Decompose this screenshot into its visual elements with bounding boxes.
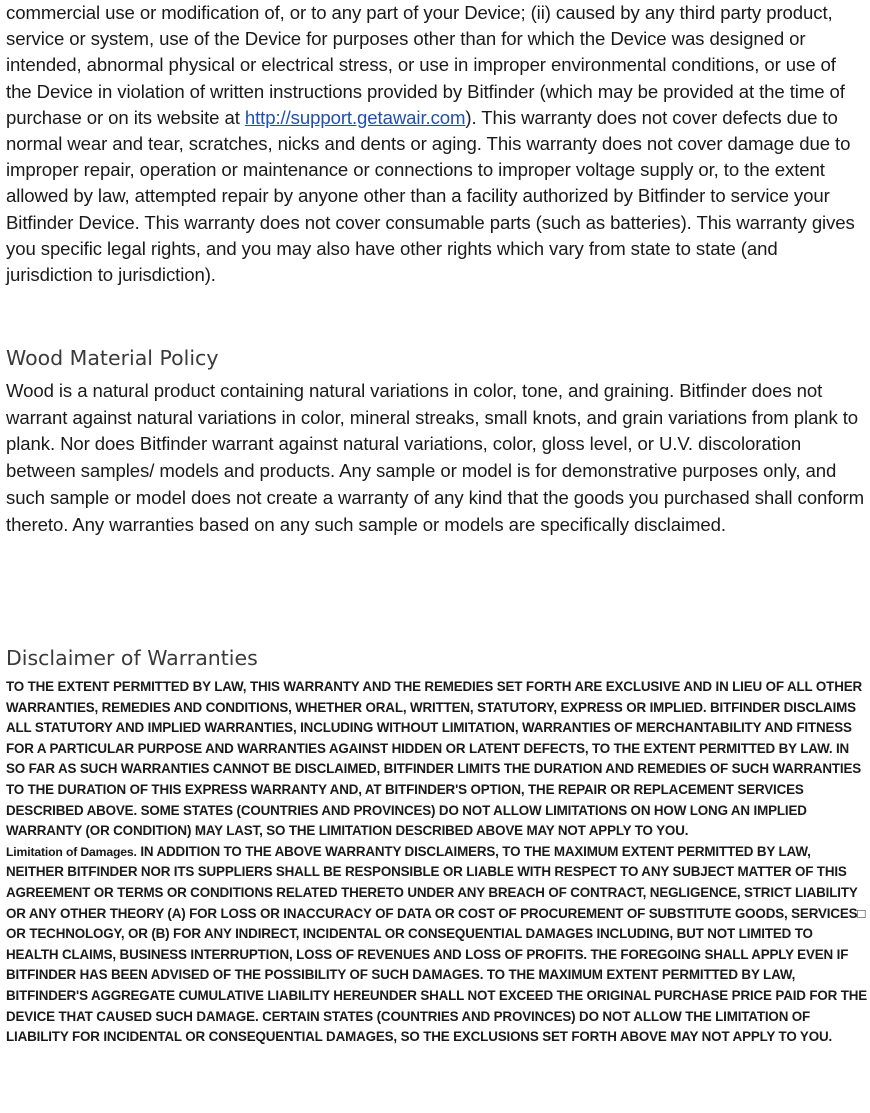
disclaimer-paragraph <box>6 677 868 1048</box>
disclaimer-heading: Disclaimer of Warranties <box>6 646 258 670</box>
warranty-text-after-link: ). This warranty does not cover defects due to normal wear and tear, scratches, nicks and dents or aging. This warranty does not cover damage due to improper repair, operation or maintenance or connections to improper voltage supply or, to the extent allowed by law, attempted repair by anyone other than a facility authorized by Bitfinder to service your Bitfinder Device. This warranty does not cover consumable parts (such as batteries). This warranty gives you specific legal rights, and you may also have other rights which vary from state to state (and jurisdiction to jurisdiction). <box>6 106 855 286</box>
support-website-link[interactable]: http://support.getawair.com <box>244 106 466 128</box>
disclaimer-body-part1: TO THE EXTENT PERMITTED BY LAW, THIS WARRANTY AND THE REMEDIES SET FORTH ARE EXCLUSIVE AND IN LIEU OF ALL OTHER WARRANTIES, REMEDIES AND CONDITIONS, WHETHER ORAL, WRITTEN, STATUTORY, EXPRESS OR IMPLIED. BITFINDER DISCLAIMS ALL STATUTORY AND IMPLIED WARRANTIES, INCLUDING WITHOUT LIMITATION, WARRANTIES OF MERCHANTABILITY AND FITNESS FOR A PARTICULAR PURPOSE AND WARRANTIES AGAINST HIDDEN OR LATENT DEFECTS, TO THE EXTENT PERMITTED BY LAW. IN SO FAR AS SUCH WARRANTIES CANNOT BE DISCLAIMED, BITFINDER LIMITS THE DURATION AND REMEDIES OF SUCH WARRANTIES TO THE DURATION OF THIS EXPRESS WARRANTY AND, AT BITFINDER'S OPTION, THE REPAIR OR REPLACEMENT SERVICES DESCRIBED ABOVE. SOME STATES (COUNTRIES AND PROVINCES) DO NOT ALLOW LIMITATIONS ON HOW LONG AN IMPLIED WARRANTY (OR CONDITION) MAY LAST, SO THE LIMITATION DESCRIBED ABOVE MAY NOT APPLY TO YOU. <box>6 679 863 839</box>
warranty-text-before-link: commercial use or modification of, or to any part of your Device; (ii) caused by any third party product, service or system, use of the Device for purposes other than for which the Device was designed or intended, abnormal physical or electrical stress, or use in improper environmental conditions, or use of the Device in violation of written instructions provided by Bitfinder (which may be provided at the time of purchase or on its website at <box>6 2 845 128</box>
limitation-of-damages-label: Limitation of Damages. <box>6 844 137 859</box>
warranty-exclusions-paragraph <box>6 0 864 288</box>
warranty-exclusions-section <box>6 0 864 288</box>
disclaimer-body-part2: IN ADDITION TO THE ABOVE WARRANTY DISCLAIMERS, TO THE MAXIMUM EXTENT PERMITTED BY LAW, NEITHER BITFINDER NOR ITS SUPPLIERS SHALL BE RESPONSIBLE OR LIABLE WITH RESPECT TO ANY SUBJECT MATTER OF THIS AGREEMENT OR TERMS OR CONDITIONS RELATED THERETO UNDER ANY BREACH OF CONTRACT, NEGLIGENCE, STRICT LIABILITY OR ANY OTHER THEORY (A) FOR LOSS OR INACCURACY OF DATA OR COST OF PROCUREMENT OF SUBSTITUTE GOODS, SERVICES□ OR TECHNOLOGY, OR (B) FOR ANY INDIRECT, INCIDENTAL OR CONSEQUENTIAL DAMAGES INCLUDING, BUT NOT LIMITED TO HEALTH CLAIMS, BUSINESS INTERRUPTION, LOSS OF REVENUES AND LOSS OF PROFITS. THE FOREGOING SHALL APPLY EVEN IF BITFINDER HAS BEEN ADVISED OF THE POSSIBILITY OF SUCH DAMAGES. TO THE MAXIMUM EXTENT PERMITTED BY LAW, BITFINDER'S AGGREGATE CUMULATIVE LIABILITY HEREUNDER SHALL NOT EXCEED THE ORIGINAL PURCHASE PRICE PAID FOR THE DEVICE THAT CAUSED SUCH DAMAGE. CERTAIN STATES (COUNTRIES AND PROVINCES) DO NOT ALLOW THE LIMITATION OF LIABILITY FOR INCIDENTAL OR CONSEQUENTIAL DAMAGES, SO THE EXCLUSIONS SET FORTH ABOVE MAY NOT APPLY TO YOU. <box>6 843 868 1045</box>
wood-policy-heading: Wood Material Policy <box>6 346 219 370</box>
wood-policy-paragraph: Wood is a natural product containing natural variations in color, tone, and graining. Bitfinder does not warrant against natural variations in color, mineral streaks, small knots, and grain variations from plank to plank. Nor does Bitfinder warrant against natural variations, color, gloss level, or U.V. discoloration between samples/ models and products. Any sample or model is for demonstrative purposes only, and such sample or model does not create a warranty of any kind that the goods you purchased shall conform thereto. Any warranties based on any such sample or models are specifically disclaimed. <box>6 380 864 535</box>
